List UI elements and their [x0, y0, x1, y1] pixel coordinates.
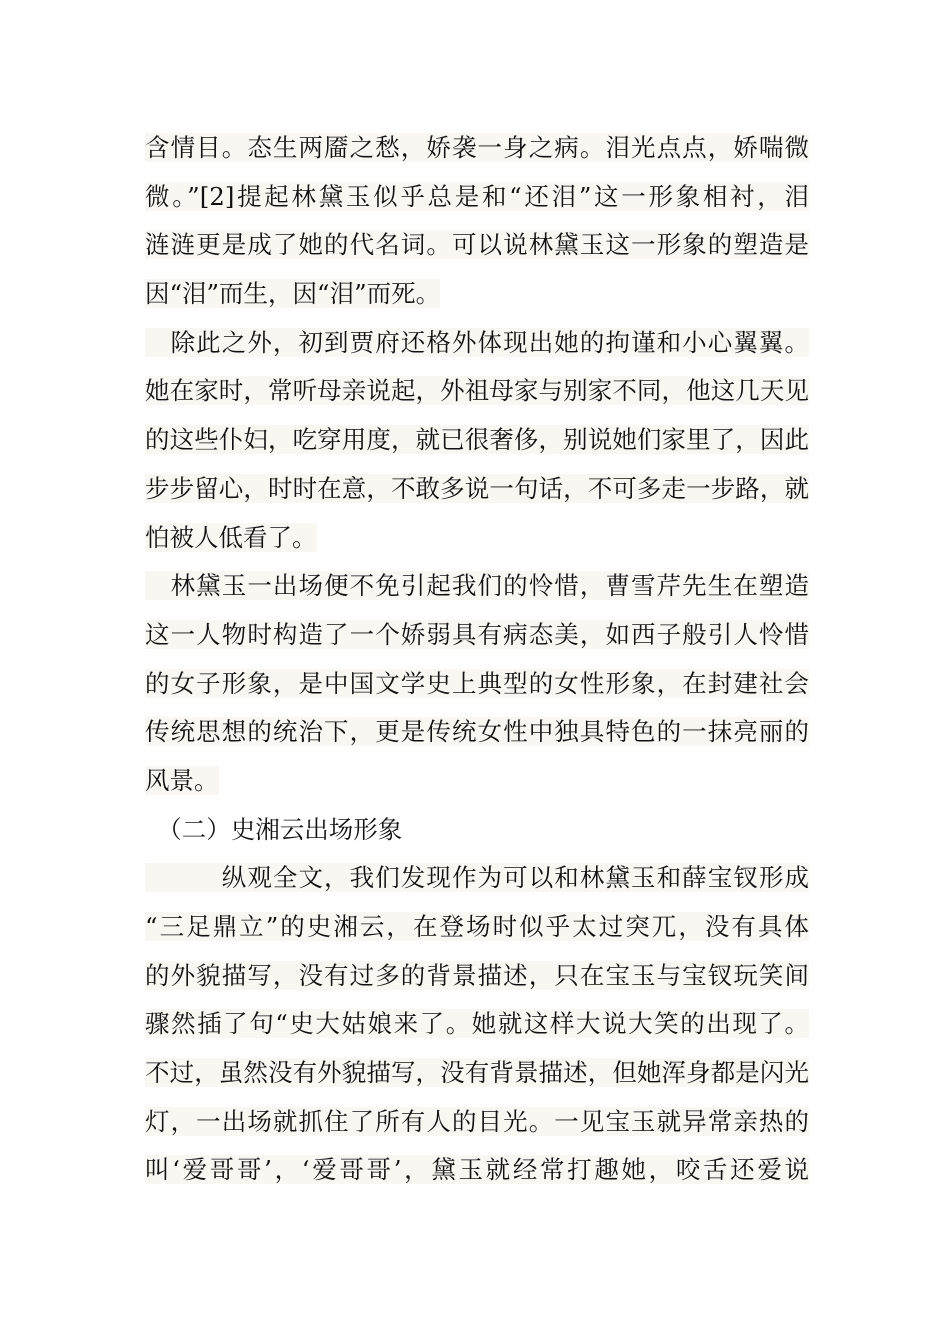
text-line: 骤然插了句“史大姑娘来了。她就这样大说大笑的出现了。: [145, 1009, 809, 1039]
text-line: 的这些仆妇，吃穿用度，就已很奢侈，别说她们家里了，因此: [145, 425, 809, 455]
text-line: 涟涟更是成了她的代名词。可以说林黛玉这一形象的塑造是: [145, 230, 809, 260]
text-line: 她在家时，常听母亲说起，外祖母家与别家不同，他这几天见: [145, 376, 809, 406]
text-line: 微。”[2]提起林黛玉似乎总是和“还泪”这一形象相衬，泪: [145, 181, 809, 211]
text-line: 林黛玉一出场便不免引起我们的怜惜，曹雪芹先生在塑造: [145, 571, 809, 601]
text-line: 这一人物时构造了一个娇弱具有病态美，如西子般引人怜惜: [145, 619, 809, 649]
text-line: 含情目。态生两靥之愁，娇袭一身之病。泪光点点，娇喘微: [145, 133, 809, 162]
text-line: 除此之外，初到贾府还格外体现出她的拘谨和小心翼翼。: [145, 327, 809, 357]
section-heading: （二）史湘云出场形象: [145, 814, 403, 844]
text-line: “三足鼎立”的史湘云，在登场时似乎太过突兀，没有具体: [145, 912, 809, 941]
text-line: 的外貌描写，没有过多的背景描述，只在宝玉与宝钗玩笑间: [145, 960, 809, 990]
text-line: 传统思想的统治下，更是传统女性中独具特色的一抹亮丽的: [145, 717, 809, 747]
body-text: [145, 124, 809, 1195]
text-line: 的女子形象，是中国文学史上典型的女性形象，在封建社会: [145, 668, 809, 698]
text-line: 叫‘爱哥哥’，‘爱哥哥’，黛玉就经常打趣她，咬舌还爱说: [145, 1155, 809, 1185]
text-line: 不过，虽然没有外貌描写，没有背景描述，但她浑身都是闪光: [145, 1058, 809, 1088]
text-line: 怕被人低看了。: [145, 522, 317, 552]
text-line: 因“泪”而生，因“泪”而死。: [145, 279, 441, 309]
text-line: 风景。: [145, 765, 219, 795]
text-line: 纵观全文，我们发现作为可以和林黛玉和薛宝钗形成: [145, 863, 809, 893]
text-line: 步步留心，时时在意，不敢多说一句话，不可多走一步路，就: [145, 473, 809, 503]
text-line: 灯，一出场就抓住了所有人的目光。一见宝玉就异常亲热的: [145, 1106, 809, 1136]
